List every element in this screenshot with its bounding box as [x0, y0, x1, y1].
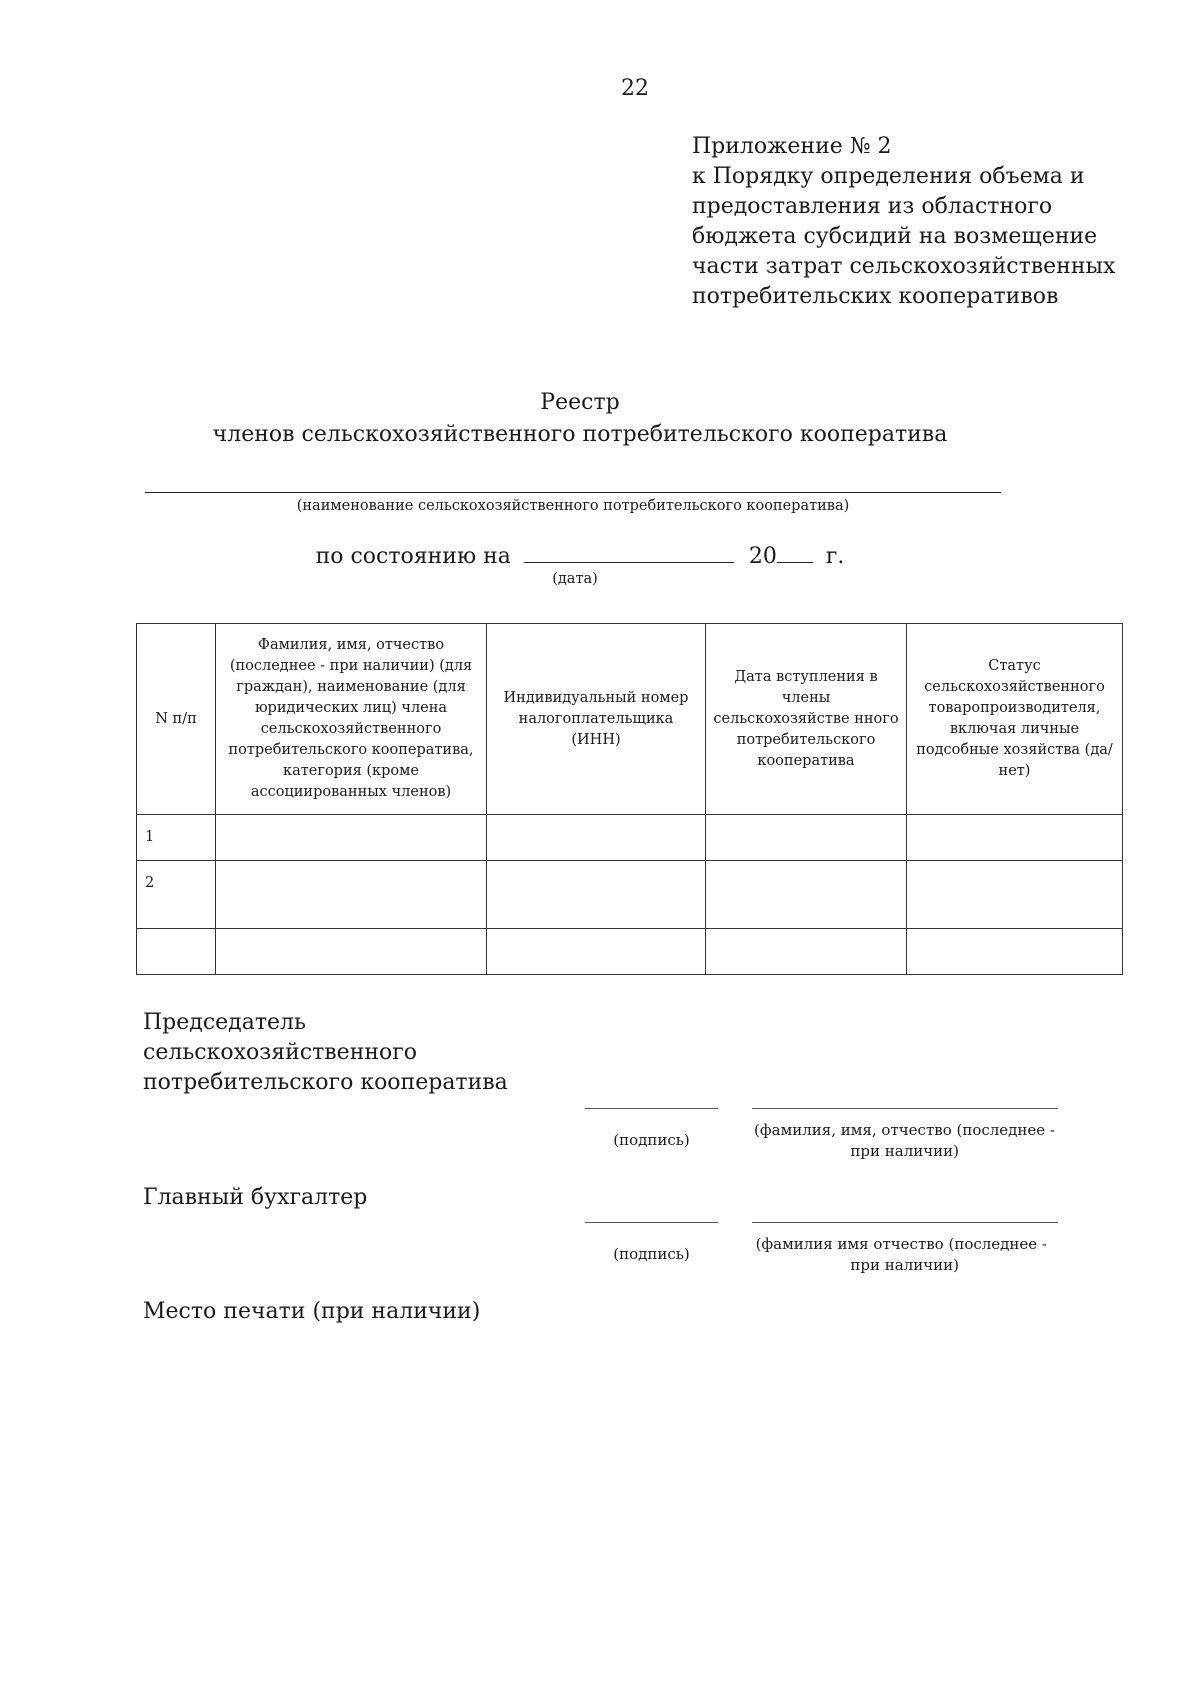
appendix-line: к Порядку определения объема и	[692, 164, 1085, 189]
table-cell[interactable]	[706, 929, 907, 975]
table-cell[interactable]	[487, 815, 706, 861]
table-row	[137, 815, 1123, 861]
appendix-line: части затрат сельскохозяйственных	[692, 254, 1116, 279]
accountant-signature-field[interactable]	[585, 1222, 718, 1223]
table-cell[interactable]	[706, 815, 907, 861]
accountant-title: Главный бухгалтер	[143, 1185, 368, 1210]
table-row	[137, 929, 1123, 975]
caption-line: (фамилия, имя, отчество (последнее -	[754, 1121, 1055, 1139]
seal-label: Место печати (при наличии)	[143, 1299, 481, 1324]
cooperative-name-caption: (наименование сельскохозяйственного потребительского кооператива)	[296, 498, 850, 514]
registry-table	[136, 623, 1123, 975]
table-cell[interactable]	[216, 929, 487, 975]
column-header: N п/п	[137, 624, 216, 815]
table-cell[interactable]	[907, 815, 1123, 861]
date-row	[0, 538, 1160, 569]
chairman-signature-field[interactable]	[585, 1108, 718, 1109]
table-cell: 1	[137, 815, 216, 861]
chairman-title-line: сельскохозяйственного	[143, 1040, 418, 1065]
chairman-title-line: потребительского кооператива	[143, 1070, 508, 1095]
appendix-line: Приложение № 2	[692, 134, 892, 159]
year-prefix: 20	[748, 544, 777, 569]
cooperative-name-field[interactable]	[145, 492, 1001, 493]
accountant-name-caption	[740, 1234, 1047, 1276]
table-cell: 2	[137, 861, 216, 929]
chairman-signature-caption: (подпись)	[613, 1131, 690, 1149]
table-cell[interactable]	[487, 929, 706, 975]
chairman-title-line: Председатель	[143, 1010, 306, 1035]
column-header: Индивидуальный номер налогоплательщика (ИНН)	[487, 624, 706, 815]
caption-line: (фамилия имя отчество (последнее -	[755, 1235, 1047, 1253]
table-cell	[137, 929, 216, 975]
chairman-name-field[interactable]	[752, 1108, 1058, 1109]
document-title	[0, 387, 1160, 451]
accountant-name-field[interactable]	[752, 1222, 1058, 1223]
title-line-1: Реестр	[540, 390, 620, 415]
table-cell[interactable]	[216, 815, 487, 861]
column-header: Дата вступления в члены сельскохозяйстве нного потребительского кооператива	[706, 624, 907, 815]
date-caption: (дата)	[552, 571, 598, 587]
appendix-line: потребительских кооперативов	[692, 284, 1059, 309]
table-cell[interactable]	[907, 929, 1123, 975]
page-number: 22	[621, 76, 649, 101]
appendix-line: предоставления из областного	[692, 194, 1053, 219]
date-prefix: по состоянию на	[315, 544, 511, 569]
table-cell[interactable]	[706, 861, 907, 929]
title-line-2: членов сельскохозяйственного потребительского кооператива	[212, 422, 948, 447]
appendix-header	[692, 132, 1162, 312]
accountant-signature-caption: (подпись)	[613, 1245, 690, 1263]
year-field[interactable]	[777, 538, 813, 563]
column-header: Фамилия, имя, отчество (последнее - при наличии) (для граждан), наименование (для юридических лиц) члена сельскохозяйственного потребительского кооператива, категория (кроме ассоциированных членов)	[216, 624, 487, 815]
caption-line: при наличии)	[850, 1256, 959, 1274]
table-cell[interactable]	[216, 861, 487, 929]
date-field[interactable]	[524, 538, 734, 563]
appendix-line: бюджета субсидий на возмещение	[692, 224, 1098, 249]
caption-line: при наличии)	[850, 1142, 959, 1160]
column-header: Статус сельскохозяйственного товаропроизводителя, включая личные подсобные хозяйства (да/нет)	[907, 624, 1123, 815]
chairman-title	[143, 1008, 643, 1098]
table-header-row	[137, 624, 1123, 815]
table-row	[137, 861, 1123, 929]
table-cell[interactable]	[487, 861, 706, 929]
year-suffix: г.	[825, 544, 845, 569]
chairman-name-caption	[740, 1120, 1055, 1162]
table-cell[interactable]	[907, 861, 1123, 929]
